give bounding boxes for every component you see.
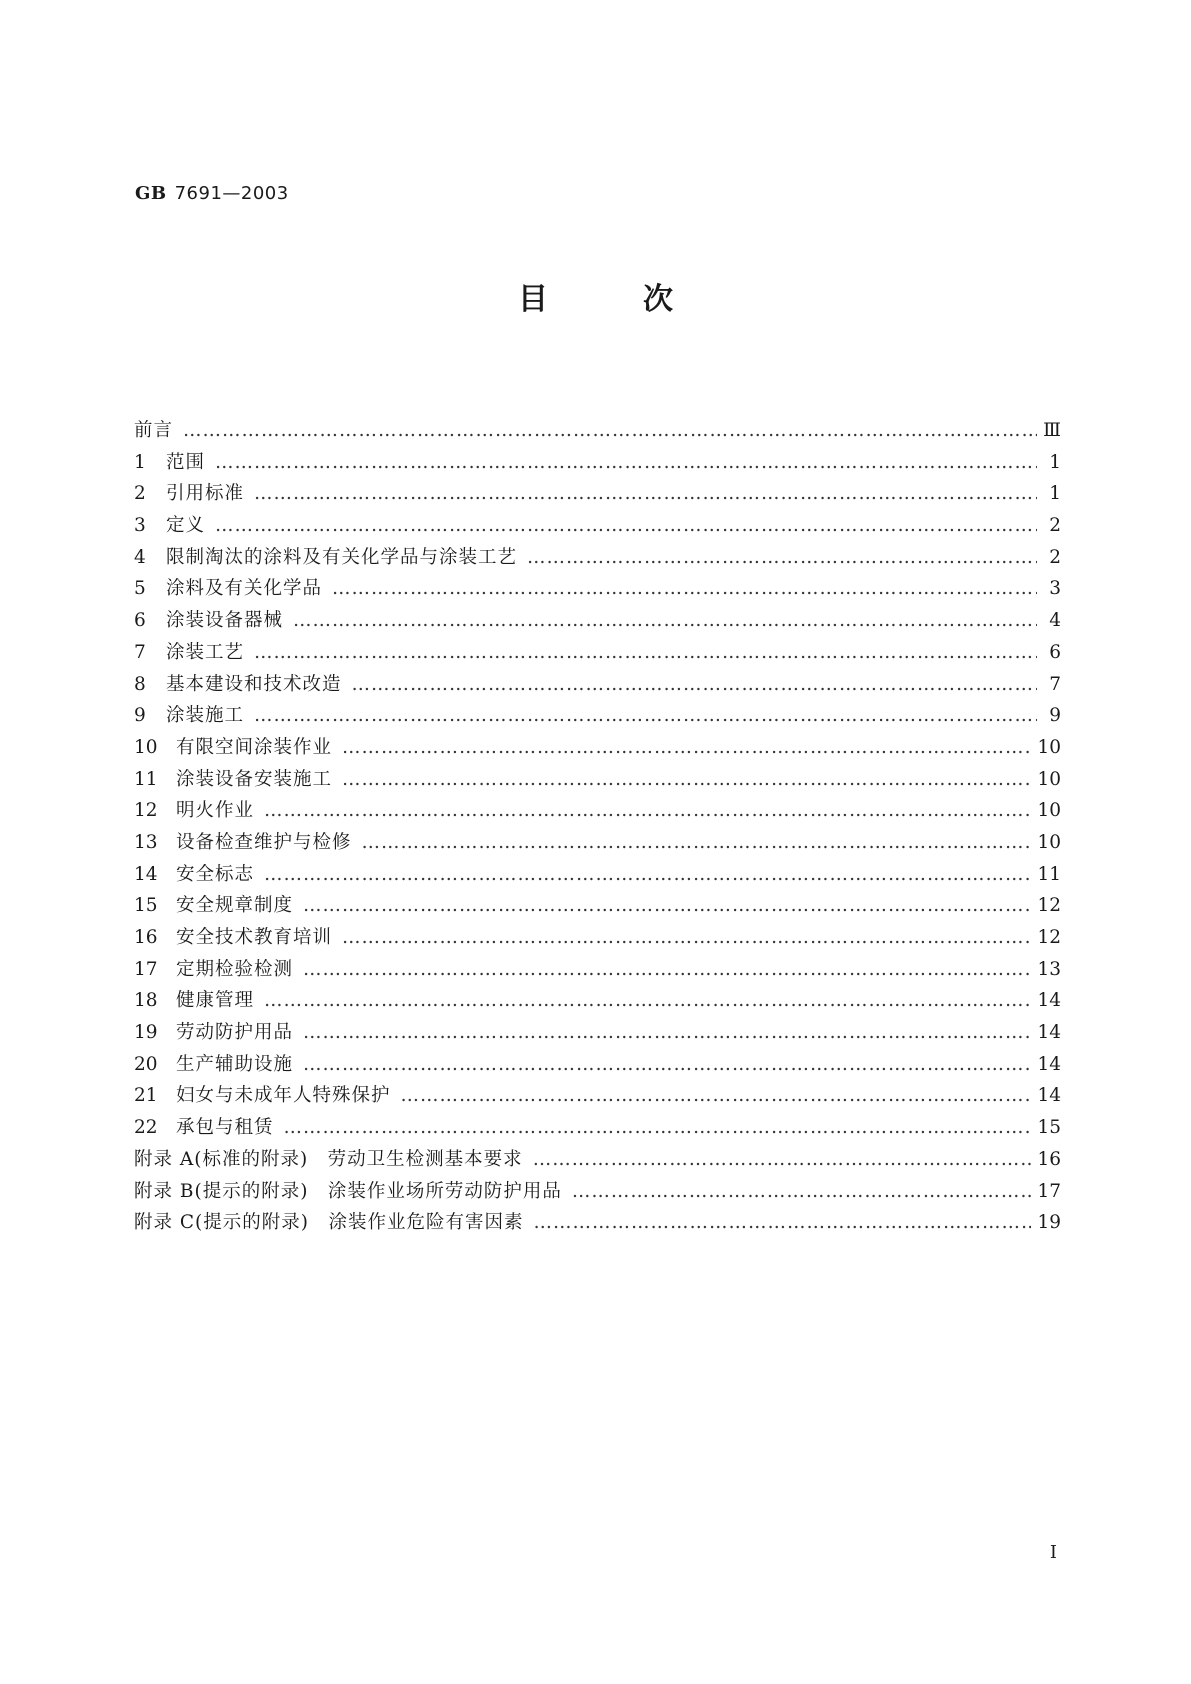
toc-leader-dots xyxy=(352,674,1037,695)
toc-entry-label: 有限空间涂装作业 xyxy=(176,736,333,758)
toc-leader-dots xyxy=(284,1117,1032,1138)
toc-leader-dots xyxy=(303,1054,1031,1075)
toc-entry-number: 16 xyxy=(134,927,158,948)
toc-entry-page: 1 xyxy=(1049,483,1061,505)
toc-entry-number: 1 xyxy=(134,451,146,473)
toc-leader-dots xyxy=(303,895,1031,916)
toc-entry-page: 17 xyxy=(1037,1180,1061,1202)
toc-entry xyxy=(134,860,1061,892)
table-of-contents xyxy=(134,416,1061,1240)
toc-leader-dots xyxy=(533,1149,1032,1170)
toc-entry-number: 2 xyxy=(134,483,146,505)
toc-entry-label: 安全标志 xyxy=(176,863,255,885)
toc-leader-dots xyxy=(254,705,1037,726)
toc-entry xyxy=(134,1145,1061,1177)
toc-entry xyxy=(134,765,1061,797)
toc-entry-label: 明火作业 xyxy=(176,800,255,822)
toc-entry xyxy=(134,638,1061,670)
toc-entry-number: 14 xyxy=(134,863,158,885)
toc-entry xyxy=(134,448,1061,480)
toc-entry xyxy=(134,828,1061,860)
toc-entry-label: 劳动防护用品 xyxy=(176,1022,294,1044)
toc-entry-page: 15 xyxy=(1037,1117,1061,1139)
toc-entry xyxy=(134,606,1061,638)
toc-entry-label: 妇女与未成年人特殊保护 xyxy=(176,1085,391,1107)
toc-entry-number: 4 xyxy=(134,546,146,568)
toc-leader-dots xyxy=(293,610,1037,631)
toc-entry-number: 15 xyxy=(134,895,158,917)
toc-entry-page: 19 xyxy=(1037,1212,1061,1234)
toc-entry xyxy=(134,1113,1061,1145)
toc-leader-dots xyxy=(572,1181,1032,1202)
toc-entry-page: 14 xyxy=(1037,1085,1061,1107)
toc-entry-label: 定义 xyxy=(166,515,206,537)
toc-entry-page: 12 xyxy=(1037,927,1061,948)
toc-entry-page: 13 xyxy=(1037,958,1061,980)
toc-entry xyxy=(134,670,1061,702)
standard-number: 7691—2003 xyxy=(174,183,289,204)
page-title: 目次 xyxy=(518,282,768,317)
toc-entry-page: 14 xyxy=(1037,1022,1061,1044)
toc-entry xyxy=(134,923,1061,955)
toc-entry-label: 前言 xyxy=(134,420,174,441)
toc-entry-label: 安全规章制度 xyxy=(176,895,294,917)
toc-entry xyxy=(134,1208,1061,1240)
toc-leader-dots xyxy=(303,959,1031,980)
toc-entry-label: 安全技术教育培训 xyxy=(176,927,333,948)
toc-leader-dots xyxy=(183,420,1037,441)
toc-entry xyxy=(134,1050,1061,1082)
toc-entry-label: 涂料及有关化学品 xyxy=(166,578,323,600)
toc-entry-label: 生产辅助设施 xyxy=(176,1053,294,1075)
toc-entry xyxy=(134,416,1061,448)
toc-entry-page: 6 xyxy=(1049,641,1061,663)
page-number: I xyxy=(1049,1542,1057,1563)
toc-entry xyxy=(134,574,1061,606)
toc-entry-page: 16 xyxy=(1037,1148,1061,1170)
toc-entry-page: 11 xyxy=(1037,863,1061,885)
toc-leader-dots xyxy=(215,515,1037,536)
toc-entry-page: 12 xyxy=(1037,895,1061,917)
toc-leader-dots xyxy=(254,642,1037,663)
toc-entry xyxy=(134,1018,1061,1050)
toc-entry xyxy=(134,733,1061,765)
toc-entry-number: 6 xyxy=(134,610,146,632)
toc-leader-dots xyxy=(264,800,1031,821)
toc-entry-number: 13 xyxy=(134,831,158,853)
toc-entry xyxy=(134,511,1061,543)
standard-prefix: GB xyxy=(135,183,167,204)
toc-entry-number: 22 xyxy=(134,1117,158,1139)
toc-entry-number: 21 xyxy=(134,1085,158,1107)
toc-entry-page: 2 xyxy=(1049,546,1061,568)
toc-leader-dots xyxy=(342,927,1031,948)
toc-entry-label: 涂装施工 xyxy=(166,705,245,727)
toc-entry-page: 9 xyxy=(1049,705,1061,727)
toc-entry-label: 范围 xyxy=(166,451,206,473)
toc-entry-label: 基本建设和技术改造 xyxy=(166,673,342,695)
toc-entry-label: 定期检验检测 xyxy=(176,958,294,980)
toc-leader-dots xyxy=(215,452,1037,473)
toc-entry-number: 3 xyxy=(134,515,146,537)
toc-entry xyxy=(134,1177,1061,1209)
toc-entry-number: 7 xyxy=(134,641,146,663)
toc-entry-page: 14 xyxy=(1037,1053,1061,1075)
toc-entry xyxy=(134,796,1061,828)
toc-leader-dots xyxy=(342,769,1031,790)
toc-entry-number: 8 xyxy=(134,673,146,695)
toc-leader-dots xyxy=(533,1212,1031,1233)
toc-entry-page: 3 xyxy=(1049,578,1061,600)
toc-entry-label: 引用标准 xyxy=(166,483,245,505)
toc-entry-page: 10 xyxy=(1037,768,1061,790)
toc-leader-dots xyxy=(264,990,1031,1011)
toc-entry-page: 10 xyxy=(1037,800,1061,822)
toc-entry-number: 9 xyxy=(134,705,146,727)
toc-entry-number: 18 xyxy=(134,990,158,1012)
toc-entry-label: 涂装设备安装施工 xyxy=(176,768,333,790)
standard-header xyxy=(135,183,289,204)
toc-entry-label: 涂装工艺 xyxy=(166,641,245,663)
toc-entry-label: 附录 C(提示的附录) 涂装作业危险有害因素 xyxy=(134,1212,524,1234)
toc-entry-page: Ⅲ xyxy=(1043,420,1061,441)
toc-entry xyxy=(134,479,1061,511)
toc-entry-number: 10 xyxy=(134,736,158,758)
toc-entry xyxy=(134,891,1061,923)
toc-entry xyxy=(134,955,1061,987)
toc-entry-number: 19 xyxy=(134,1022,158,1044)
toc-entry-page: 1 xyxy=(1049,451,1061,473)
toc-leader-dots xyxy=(264,864,1031,885)
toc-entry-label: 附录 A(标准的附录) 劳动卫生检测基本要求 xyxy=(134,1148,523,1170)
toc-entry-page: 4 xyxy=(1049,610,1061,632)
toc-entry-label: 承包与租赁 xyxy=(176,1117,274,1139)
toc-entry-number: 20 xyxy=(134,1053,158,1075)
toc-leader-dots xyxy=(332,578,1037,599)
toc-entry-label: 健康管理 xyxy=(176,990,255,1012)
toc-leader-dots xyxy=(362,832,1032,853)
toc-entry xyxy=(134,1081,1061,1113)
toc-entry-number: 5 xyxy=(134,578,146,600)
toc-entry-label: 附录 B(提示的附录) 涂装作业场所劳动防护用品 xyxy=(134,1180,562,1202)
toc-entry-number: 11 xyxy=(134,768,158,790)
toc-entry-page: 2 xyxy=(1049,515,1061,537)
toc-entry-label: 限制淘汰的涂料及有关化学品与涂装工艺 xyxy=(166,546,518,568)
toc-entry-page: 10 xyxy=(1037,831,1061,853)
toc-entry-label: 设备检查维护与检修 xyxy=(176,831,352,853)
toc-leader-dots xyxy=(401,1085,1032,1106)
toc-leader-dots xyxy=(303,1022,1031,1043)
toc-entry-page: 7 xyxy=(1049,673,1061,695)
toc-entry-number: 12 xyxy=(134,800,158,822)
toc-entry-label: 涂装设备器械 xyxy=(166,610,284,632)
toc-leader-dots xyxy=(342,737,1031,758)
toc-entry xyxy=(134,701,1061,733)
toc-entry-page: 10 xyxy=(1037,736,1061,758)
toc-entry xyxy=(134,986,1061,1018)
toc-leader-dots xyxy=(254,483,1037,504)
toc-entry-page: 14 xyxy=(1037,990,1061,1012)
toc-entry xyxy=(134,543,1061,575)
toc-leader-dots xyxy=(527,547,1037,568)
toc-entry-number: 17 xyxy=(134,958,158,980)
